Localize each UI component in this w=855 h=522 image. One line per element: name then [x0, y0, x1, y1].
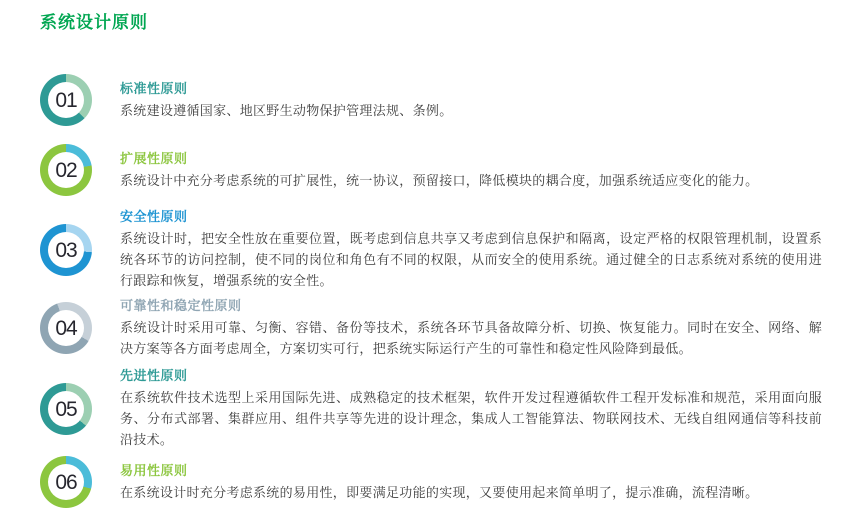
step-badge-ring: [40, 224, 92, 276]
step-number: 04: [48, 310, 84, 346]
principle-heading: 安全性原则: [120, 209, 188, 224]
step-number: 03: [48, 232, 84, 268]
principle-content: [120, 208, 822, 291]
principle-body: 在系统设计时充分考虑系统的易用性，即要满足功能的实现，又要使用起来简单明了，提示准确，流程清晰。: [120, 484, 759, 500]
principle-content: [120, 80, 822, 121]
principle-content: [120, 462, 822, 503]
principle-heading: 易用性原则: [120, 462, 188, 478]
principle-content: [120, 297, 822, 359]
principle-item: [40, 144, 825, 196]
principle-body: 系统建设遵循国家、地区野生动物保护管理法规、条例。: [120, 102, 453, 118]
step-number: 06: [48, 464, 84, 500]
principle-heading: 可靠性和稳定性原则: [120, 298, 242, 313]
step-badge-ring: [40, 456, 92, 508]
principle-heading: 标准性原则: [120, 80, 188, 96]
principle-list: [40, 74, 825, 508]
step-badge-ring: [40, 383, 92, 435]
principle-heading: 先进性原则: [120, 368, 188, 383]
principle-item: [40, 456, 825, 508]
step-badge-ring: [40, 74, 92, 126]
principle-body: 系统设计时采用可靠、匀衡、容错、备份等技术，系统各环节具备故障分析、切换、恢复能力。同时在安全、网络、解决方案等各方面考虑周全，方案切实可行，把系统实际运行产生的可靠性和稳定性风险降到最低。: [120, 320, 822, 356]
principle-body: 在系统软件技术选型上采用国际先进、成熟稳定的技术框架，软件开发过程遵循软件工程开发标准和规范，采用面向服务、分布式部署、集群应用、组件共享等先进的设计理念，集成人工智能算法、物联网技术、无线自组网通信等科技前沿技术。: [120, 390, 822, 447]
principle-content: [120, 367, 822, 450]
principle-body: 系统设计中充分考虑系统的可扩展性，统一协议，预留接口，降低模块的耦合度，加强系统适应变化的能力。: [120, 172, 759, 188]
principle-heading: 扩展性原则: [120, 150, 188, 166]
principle-item: [40, 208, 825, 291]
step-badge-ring: [40, 144, 92, 196]
principle-item: [40, 367, 825, 450]
principle-item: [40, 297, 825, 359]
principle-content: [120, 150, 822, 191]
step-badge-ring: [40, 302, 92, 354]
page-title: 系统设计原则: [40, 13, 148, 32]
principle-body: 系统设计时，把安全性放在重要位置，既考虑到信息共享又考虑到信息保护和隔离，设定严格的权限管理机制，设置系统各环节的访问控制，使不同的岗位和角色有不同的权限，从而安全的使用系统。通过健全的日志系统对系统的使用进行跟踪和恢复，增强系统的安全性。: [120, 231, 822, 288]
step-number: 01: [48, 82, 84, 118]
step-number: 02: [48, 152, 84, 188]
step-number: 05: [48, 391, 84, 427]
principle-item: [40, 74, 825, 126]
